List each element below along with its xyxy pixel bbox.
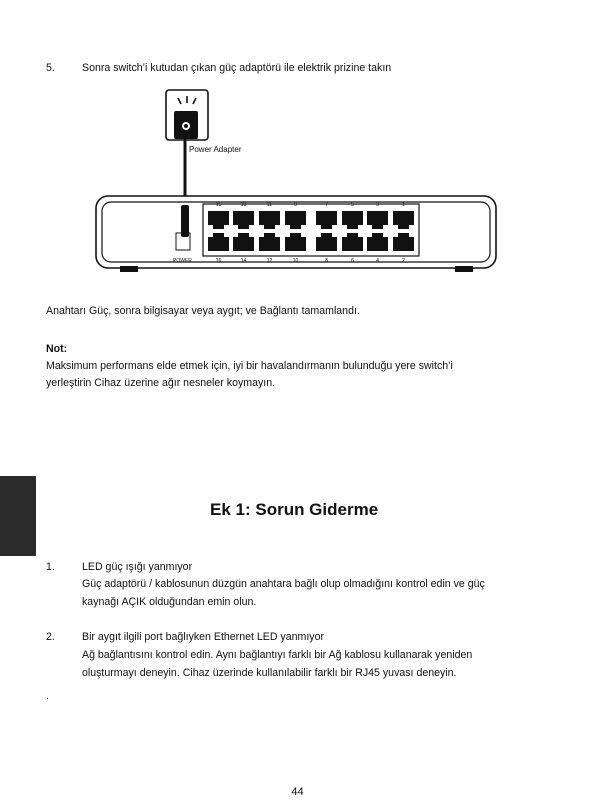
item-2-line-1: Ağ bağlantısını kontrol edin. Aynı bağlantıyı farklı bir Ağ kablosu kullanarak yeniden [82,649,473,661]
switch-diagram [0,85,595,285]
item-2-heading: Bir aygıt ilgili port bağlıyken Ethernet LED yanmıyor [82,631,325,643]
item-1-line-1: Güç adaptörü / kablosunun düzgün anahtara bağlı olup olmadığını kontrol edin ve güç [82,578,485,590]
page-number: 44 [291,786,304,798]
section-side-tab [0,476,36,556]
port-label-6: 6 [351,258,354,264]
note-line-1: Maksimum performans elde etmek için, iyi bir havalandırmanın bulunduğu yere switch’i [46,360,453,372]
port-label-10: 10 [292,258,299,264]
note-label: Not: [46,343,68,355]
port-label-15: 15 [215,202,222,208]
port-label-13: 13 [240,202,247,208]
step-text: Sonra switch’i kutudan çıkan güç adaptörü ile elektrik prizine takın [82,62,392,74]
port-label-7: 7 [325,202,328,208]
adapter-label: Power Adapter [189,145,242,154]
port-label-8: 8 [325,258,328,264]
port-label-3: 3 [376,202,379,208]
port-label-4: 4 [376,258,379,264]
item-1-number: 1. [46,561,55,573]
item-2-number: 2. [46,631,55,643]
port-label-12: 12 [266,258,273,264]
port-label-5: 5 [351,202,354,208]
port-label-11: 11 [266,202,273,208]
step-number: 5. [46,62,55,74]
item-2-line-2: oluşturmayı deneyin. Cihaz üzerinde kullanılabilir farklı bir RJ45 yuvası deneyin. [82,667,457,679]
note-line-2: yerleştirin Cihaz üzerine ağır nesneler koymayın. [46,377,276,389]
port-label-1: 1 [402,202,405,208]
appendix-title: Ek 1: Sorun Giderme [210,500,379,519]
completion-text: Anahtarı Güç, sonra bilgisayar veya aygıt; ve Bağlantı tamamlandı. [46,305,360,317]
wall-outlet-icon [166,90,208,140]
item-1-line-2: kaynağı AÇIK olduğundan emin olun. [82,596,257,608]
trailing-dot: . [46,690,49,702]
item-1-heading: LED güç ışığı yanmıyor [82,561,193,573]
port-label-9: 9 [294,202,297,208]
port-label-14: 14 [240,258,247,264]
port-label-16: 16 [215,258,222,264]
port-label-2: 2 [402,258,405,264]
power-label: POWER [173,258,192,264]
